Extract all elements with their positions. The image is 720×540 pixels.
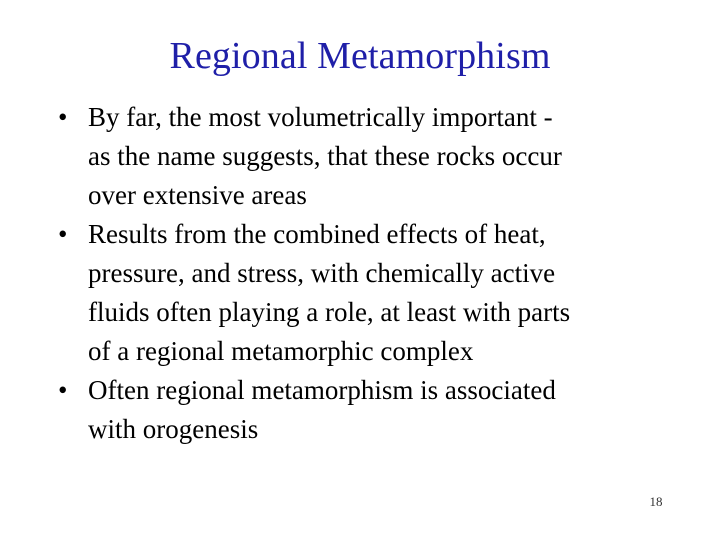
text-line: of a regional metamorphic complex [88, 336, 474, 366]
text-line: as the name suggests, that these rocks occur [88, 141, 562, 171]
list-item [52, 215, 678, 371]
text-line: fluids often playing a role, at least with parts [88, 297, 571, 327]
page-title: Regional Metamorphism [169, 35, 551, 77]
list-item-text [88, 371, 678, 449]
bullet-point-icon: • [58, 375, 68, 405]
list-item-text [88, 215, 678, 371]
bullet-point-icon: • [58, 219, 68, 249]
text-line: with orogenesis [88, 414, 259, 444]
text-line: Often regional metamorphism is associated [88, 375, 556, 405]
slide-body-content [52, 98, 678, 449]
text-line: over extensive areas [88, 180, 307, 210]
bullet-point-icon: • [58, 102, 68, 132]
list-item [52, 371, 678, 449]
text-line: By far, the most volumetrically important - [88, 102, 553, 132]
list-item [52, 98, 678, 215]
list-item-text [88, 98, 678, 215]
text-line: pressure, and stress, with chemically active [88, 258, 556, 288]
text-line: Results from the combined effects of heat, [88, 219, 546, 249]
page-number: 18 [649, 494, 663, 509]
